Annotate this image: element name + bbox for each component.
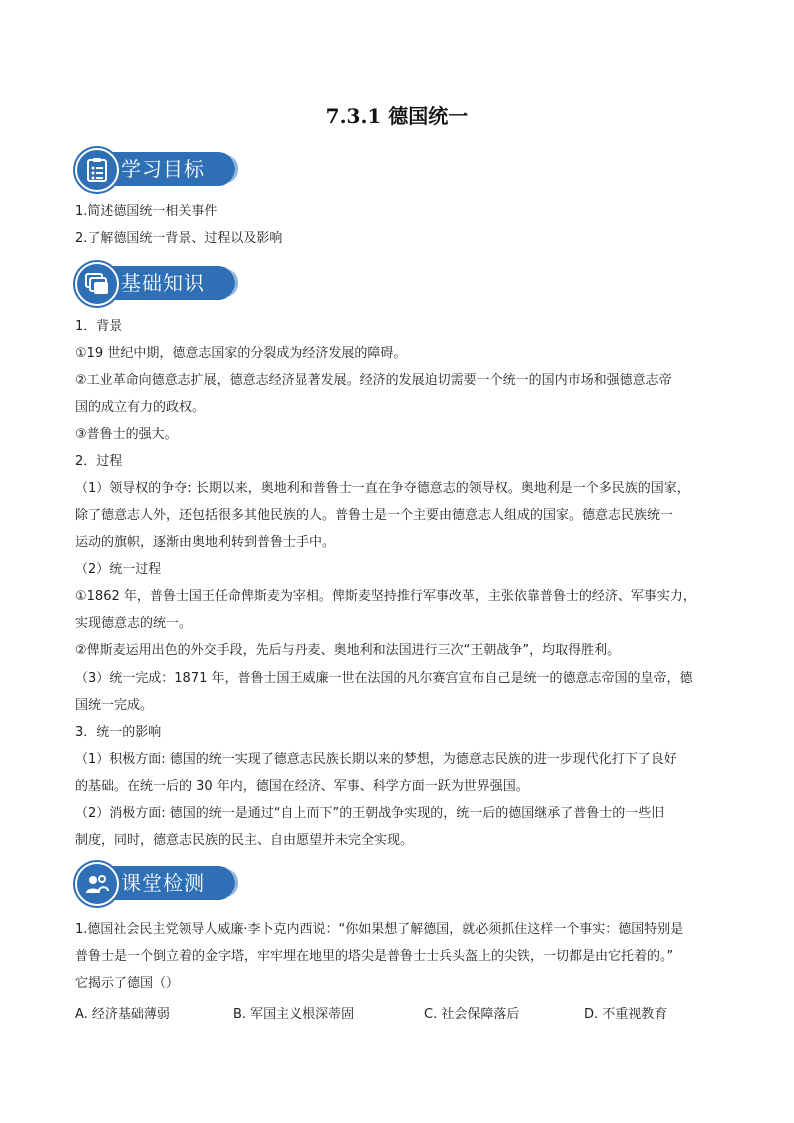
section-banner-goals — [75, 148, 235, 190]
knowledge-line: 国统一完成。 — [75, 698, 154, 713]
knowledge-line: ②俾斯麦运用出色的外交手段，先后与丹麦、奥地利和法国进行三次“王朝战争”，均取得胜利。 — [75, 643, 621, 658]
answer-options — [75, 1003, 735, 1021]
knowledge-line: （3）统一完成：1871 年，普鲁士国王威廉一世在法国的凡尔赛宫宣布自己是统一的德意志帝国的皇帝，德 — [75, 671, 693, 686]
knowledge-line: （2）消极方面: 德国的统一是通过“自上而下”的王朝战争实现的，统一后的德国继承了普鲁士的一些旧 — [75, 806, 665, 821]
option-c: C. 社会保障落后 — [424, 1007, 520, 1022]
goal-line: 2.了解德国统一背景、过程以及影响 — [75, 231, 283, 246]
knowledge-line: 实现德意志的统一。 — [75, 616, 193, 631]
section-banner-knowledge — [75, 262, 235, 304]
knowledge-line: 2．过程 — [75, 454, 123, 469]
knowledge-line: 的基础。在统一后的 30 年内，德国在经济、军事、科学方面一跃为世界强国。 — [75, 779, 529, 794]
knowledge-line: ③普鲁士的强大。 — [75, 427, 178, 442]
knowledge-line: 国的成立有力的政权。 — [75, 400, 206, 415]
knowledge-line: 1．背景 — [75, 319, 123, 334]
knowledge-line: 除了德意志人外，还包括很多其他民族的人。普鲁士是一个主要由德意志人组成的国家。德意志民族统一 — [75, 508, 674, 523]
knowledge-line: ①19 世纪中期，德意志国家的分裂成为经济发展的障碍。 — [75, 346, 407, 361]
option-b: B. 军国主义根深蒂固 — [233, 1007, 355, 1022]
people-icon — [75, 862, 119, 906]
folders-icon — [75, 262, 119, 306]
section-banner-test — [75, 862, 235, 904]
question-line: 它揭示了德国（） — [75, 976, 180, 991]
section-title-knowledge: 基础知识 — [121, 271, 205, 295]
page-title: 7.3.1 德国统一 — [325, 104, 469, 128]
option-a: A. 经济基础薄弱 — [75, 1007, 170, 1022]
knowledge-line: （2）统一过程 — [75, 562, 162, 577]
knowledge-line: 制度，同时，德意志民族的民主、自由愿望并未完全实现。 — [75, 833, 414, 848]
knowledge-line: ②工业革命向德意志扩展，德意志经济显著发展。经济的发展迫切需要一个统一的国内市场和强德意志帝 — [75, 373, 672, 388]
knowledge-line: 3．统一的影响 — [75, 725, 162, 740]
knowledge-line: ①1862 年，普鲁士国王任命俾斯麦为宰相。俾斯麦坚持推行军事改革，主张依靠普鲁士的经济、军事实力， — [75, 589, 696, 604]
question-line: 普鲁士是一个倒立着的金字塔，牢牢埋在地里的塔尖是普鲁士士兵头盔上的尖铁，一切都是由它托着的。” — [75, 949, 674, 964]
knowledge-line: （1）积极方面: 德国的统一实现了德意志民族长期以来的梦想，为德意志民族的进一步现代化打下了良好 — [75, 752, 677, 767]
section-title-test: 课堂检测 — [121, 871, 205, 895]
question-line: 1.德国社会民主党领导人威廉·李卜克内西说：“你如果想了解德国，就必须抓住这样一个事实：德国特别是 — [75, 922, 684, 937]
knowledge-line: （1）领导权的争夺: 长期以来，奥地利和普鲁士一直在争夺德意志的领导权。奥地利是一个多民族的国家， — [75, 481, 690, 496]
clipboard-icon — [75, 148, 119, 192]
section-title-goals: 学习目标 — [121, 157, 205, 181]
option-d: D. 不重视教育 — [584, 1007, 668, 1022]
goal-line: 1.简述德国统一相关事件 — [75, 204, 218, 219]
knowledge-line: 运动的旗帜，逐渐由奥地利转到普鲁士手中。 — [75, 535, 336, 550]
